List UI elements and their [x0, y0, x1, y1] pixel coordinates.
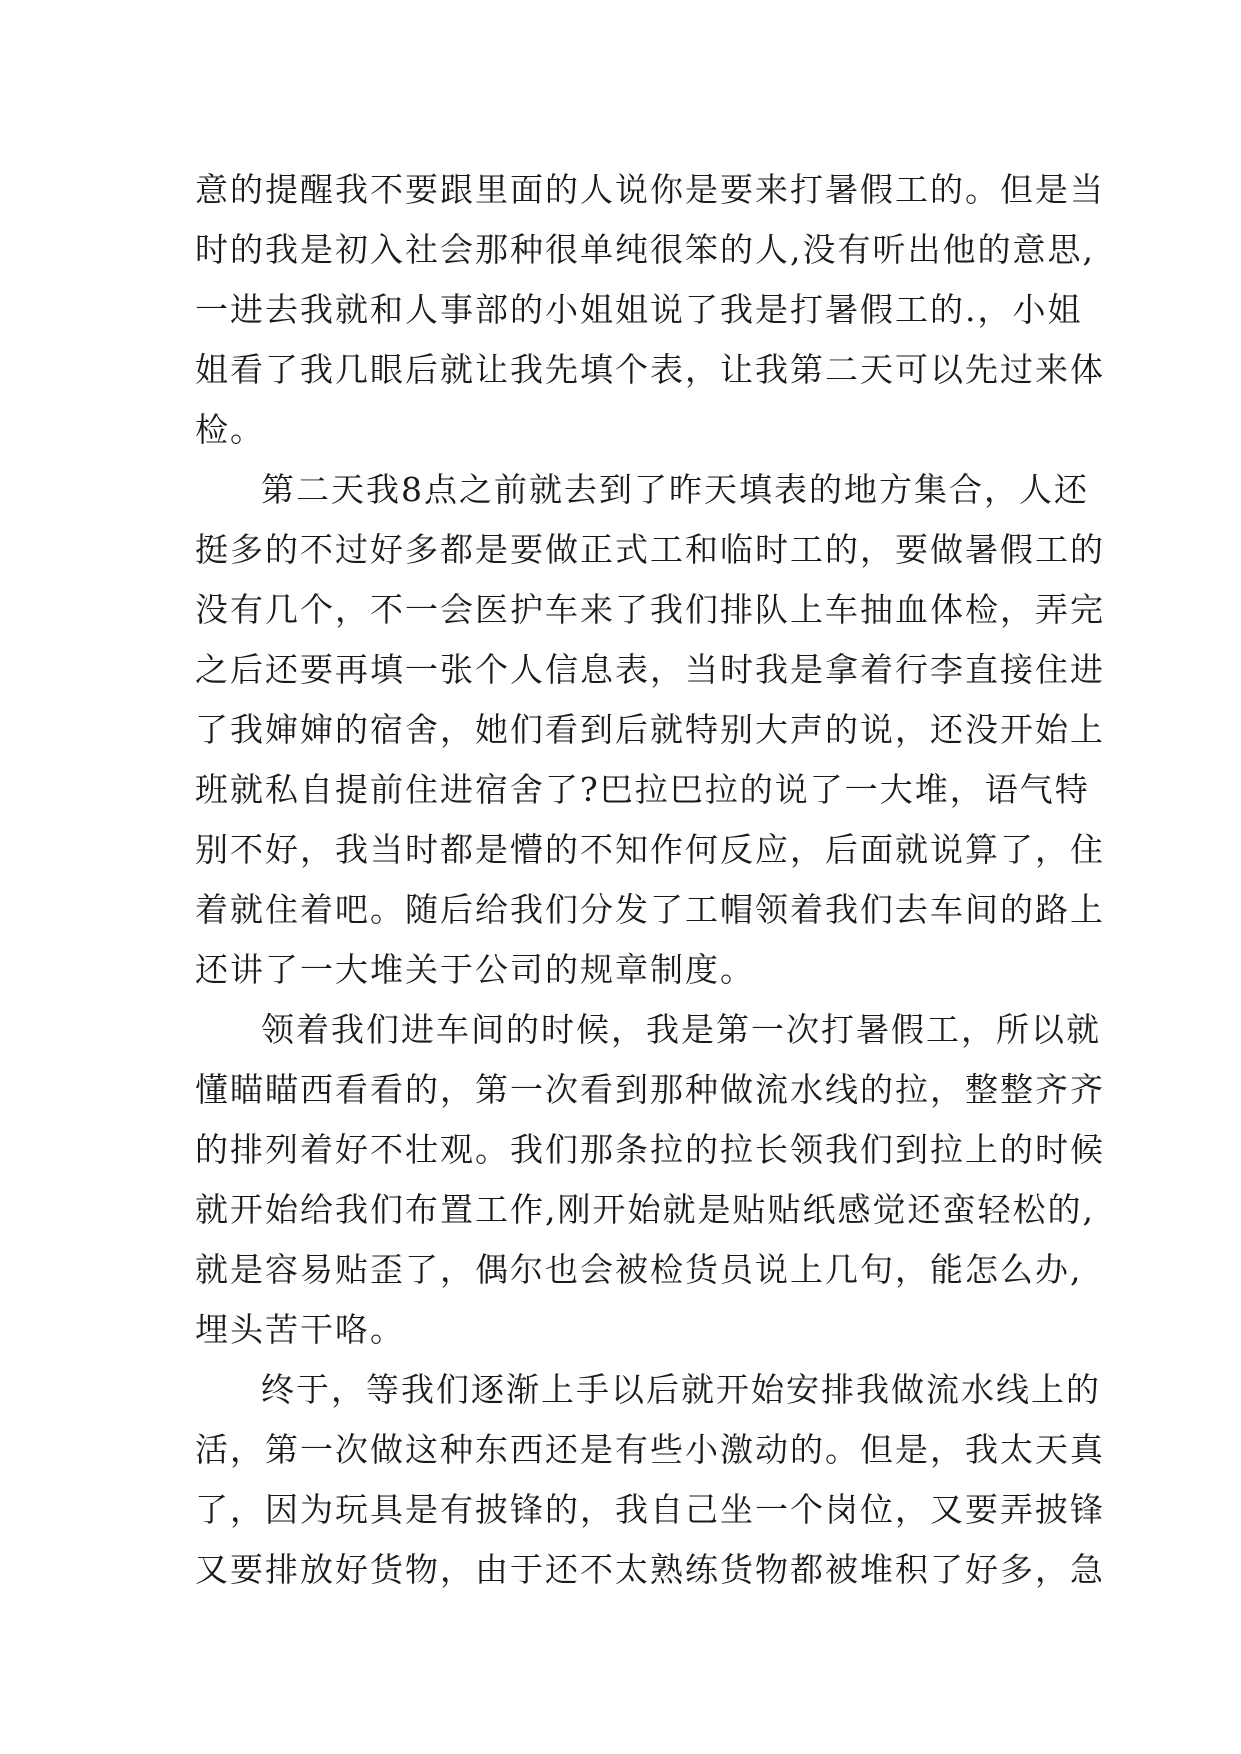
paragraph-start-line: 领着我们进车间的时候，我是第一次打暑假工，所以就 — [261, 1010, 1101, 1049]
text-line: 时的我是初入社会那种很单纯很笨的人,没有听出他的意思, — [195, 230, 1095, 269]
paragraph-start-line: 终于，等我们逐渐上手以后就开始安排我做流水线上的 — [261, 1370, 1101, 1409]
text-line: 意的提醒我不要跟里面的人说你是要来打暑假工的。但是当 — [195, 170, 1105, 209]
text-line: 就是容易贴歪了，偶尔也会被检货员说上几句，能怎么办, — [195, 1250, 1083, 1289]
text-line: 着就住着吧。随后给我们分发了工帽领着我们去车间的路上 — [195, 890, 1105, 929]
paragraph-start-line: 第二天我8点之前就去到了昨天填表的地方集合，人还 — [261, 470, 1089, 509]
text-line: 埋头苦干咯。 — [195, 1310, 405, 1349]
document-body — [195, 160, 1105, 1600]
text-line: 又要排放好货物，由于还不太熟练货物都被堆积了好多，急 — [195, 1550, 1105, 1589]
text-line: 别不好，我当时都是懵的不知作何反应，后面就说算了，住 — [195, 830, 1105, 869]
text-line: 姐看了我几眼后就让我先填个表，让我第二天可以先过来体 — [195, 350, 1105, 389]
text-line: 了我婶婶的宿舍，她们看到后就特别大声的说，还没开始上 — [195, 710, 1105, 749]
text-line: 了，因为玩具是有披锋的，我自己坐一个岗位，又要弄披锋 — [195, 1490, 1105, 1529]
text-line: 班就私自提前住进宿舍了?巴拉巴拉的说了一大堆，语气特 — [195, 770, 1090, 809]
text-line: 还讲了一大堆关于公司的规章制度。 — [195, 950, 755, 989]
text-line: 之后还要再填一张个人信息表，当时我是拿着行李直接住进 — [195, 650, 1105, 689]
text-line: 就开始给我们布置工作,刚开始就是贴贴纸感觉还蛮轻松的, — [195, 1190, 1095, 1229]
text-line: 挺多的不过好多都是要做正式工和临时工的，要做暑假工的 — [195, 530, 1105, 569]
text-line: 的排列着好不壮观。我们那条拉的拉长领我们到拉上的时候 — [195, 1130, 1105, 1169]
text-line: 活，第一次做这种东西还是有些小激动的。但是，我太天真 — [195, 1430, 1105, 1469]
text-line: 懂瞄瞄西看看的，第一次看到那种做流水线的拉，整整齐齐 — [195, 1070, 1105, 1109]
text-line: 检。 — [195, 410, 265, 449]
text-line: 一进去我就和人事部的小姐姐说了我是打暑假工的.，小姐 — [195, 290, 1083, 329]
text-line: 没有几个，不一会医护车来了我们排队上车抽血体检，弄完 — [195, 590, 1105, 629]
